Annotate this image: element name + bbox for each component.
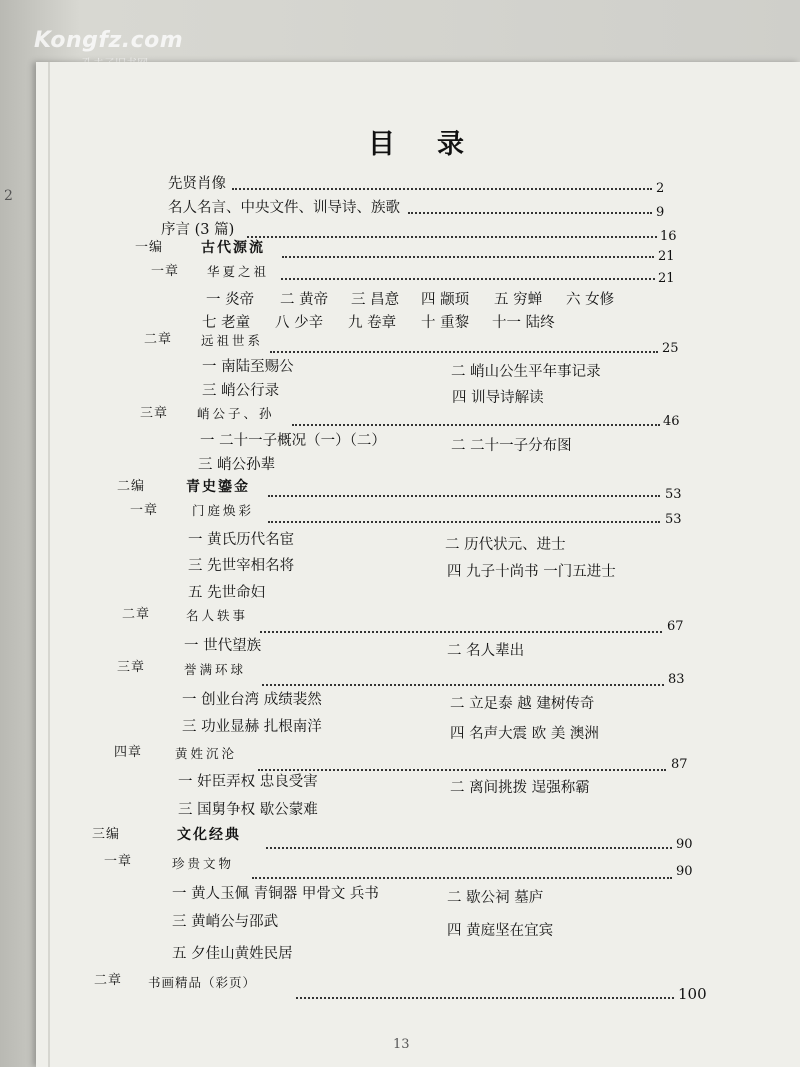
- section-item: 五 先世命妇: [188, 585, 266, 601]
- page-ref: 100: [678, 985, 707, 1003]
- section-item: 四 九子十尚书 一门五进士: [447, 564, 616, 580]
- section-item: 四 名声大震 欧 美 澳洲: [450, 726, 599, 742]
- section-item: 七 老童: [202, 315, 251, 331]
- section-item: 三 黄峭公与邵武: [172, 914, 279, 930]
- section-item: 三 国舅争权 歇公蒙难: [178, 802, 318, 818]
- section-item: 二 立足泰 越 建树传奇: [450, 696, 595, 712]
- dot-leader: [270, 351, 658, 353]
- page-ref: 83: [668, 672, 685, 687]
- section-item: 四 训导诗解读: [452, 390, 544, 406]
- section-item: 四 黄庭坚在宜宾: [447, 923, 554, 939]
- dot-leader: [266, 847, 672, 849]
- chapter-title: 名人轶事: [186, 608, 249, 623]
- page-ref: 90: [676, 837, 693, 852]
- section-item: 十一 陆终: [492, 315, 555, 331]
- page-ref: 53: [665, 487, 682, 502]
- section-item: 二 峭山公生平年事记录: [451, 364, 601, 380]
- dot-leader: [232, 188, 652, 190]
- part-title: 文化经典: [177, 827, 241, 843]
- section-item: 八 少辛: [275, 315, 324, 331]
- section-item: 二 歇公祠 墓庐: [447, 890, 544, 906]
- page-ref: 87: [671, 757, 688, 772]
- section-item: 二 黄帝: [280, 292, 329, 308]
- dot-leader: [292, 424, 660, 426]
- chapter-title: 黄姓沉沦: [175, 746, 238, 761]
- section-item: 三 先世宰相名将: [188, 558, 295, 574]
- section-item: 三 峭公行录: [202, 383, 280, 399]
- page-edge-line: [48, 62, 50, 1067]
- dot-leader: [268, 521, 660, 523]
- page-ref: 21: [658, 271, 675, 286]
- chapter-title: 珍贵文物: [172, 856, 235, 871]
- dot-leader: [281, 278, 655, 280]
- section-item: 五 夕佳山黄姓民居: [172, 946, 293, 962]
- toc-entry-quotes: 名人名言、中央文件、训导诗、族歌: [168, 200, 400, 216]
- page-ref: 67: [667, 619, 684, 634]
- section-item: 二 历代状元、进士: [445, 537, 566, 553]
- chapter-title: 门庭焕彩: [192, 503, 255, 518]
- part-label: 二编: [117, 479, 146, 494]
- section-item: 三 功业显赫 扎根南洋: [182, 719, 322, 735]
- page-ref: 46: [663, 414, 680, 429]
- section-item: 三 峭公孙辈: [198, 457, 276, 473]
- section-item: 一 创业台湾 成绩裴然: [182, 692, 322, 708]
- section-item: 九 卷章: [348, 315, 397, 331]
- page-ref: 9: [656, 205, 665, 220]
- chapter-title: 书画精品（彩页）: [148, 975, 257, 990]
- section-item: 十 重黎: [421, 315, 470, 331]
- chapter-title: 华夏之祖: [207, 264, 270, 279]
- section-item: 五 穷蝉: [494, 292, 543, 308]
- section-item: 一 黄氏历代名宦: [188, 532, 295, 548]
- section-item: 二 名人辈出: [447, 643, 525, 659]
- chapter-label: 二章: [122, 607, 151, 622]
- section-item: 一 南陆至赐公: [202, 359, 294, 375]
- dot-leader: [262, 684, 664, 686]
- chapter-label: 三章: [117, 660, 146, 675]
- dot-leader: [296, 997, 674, 999]
- chapter-label: 二章: [144, 332, 173, 347]
- section-item: 一 二十一子概况（一）（二）: [200, 433, 386, 449]
- dot-leader: [260, 631, 662, 633]
- watermark-logo: Kongfz.com: [34, 28, 184, 53]
- part-title: 古代源流: [201, 240, 265, 256]
- toc-entry-portraits: 先贤肖像: [168, 176, 226, 192]
- dot-leader: [258, 769, 666, 771]
- dot-leader: [252, 877, 672, 879]
- section-item: 二 二十一子分布图: [451, 438, 572, 454]
- page-ref: 2: [656, 181, 665, 196]
- page-ref: 16: [660, 229, 677, 244]
- section-item: 二 离间挑拨 逞强称霸: [450, 780, 590, 796]
- section-item: 一 世代望族: [184, 638, 262, 654]
- page-number: 13: [393, 1037, 410, 1052]
- page-ref: 90: [676, 864, 693, 879]
- chapter-title: 誉满环球: [184, 662, 247, 677]
- section-item: 一 奸臣弄权 忠良受害: [178, 774, 318, 790]
- chapter-label: 一章: [130, 503, 159, 518]
- part-title: 青史鎏金: [186, 479, 250, 495]
- toc-entry-preface: 序言 (3 篇): [161, 222, 235, 238]
- section-item: 一 黄人玉佩 青铜器 甲骨文 兵书: [172, 886, 379, 902]
- chapter-label: 一章: [104, 854, 133, 869]
- chapter-title: 远祖世系: [201, 333, 264, 348]
- part-label: 一编: [135, 240, 164, 255]
- section-item: 四 颛顼: [421, 292, 470, 308]
- dot-leader: [268, 495, 660, 497]
- dot-leader: [408, 212, 652, 214]
- section-item: 六 女修: [566, 292, 615, 308]
- chapter-label: 一章: [151, 264, 180, 279]
- page-ref: 53: [665, 512, 682, 527]
- page-ref: 25: [662, 341, 679, 356]
- dot-leader: [282, 256, 654, 258]
- chapter-title: 峭公子、孙: [197, 406, 275, 421]
- margin-mark: 2: [4, 188, 13, 204]
- chapter-label: 四章: [114, 745, 143, 760]
- section-item: 三 昌意: [351, 292, 400, 308]
- part-label: 三编: [92, 827, 121, 842]
- chapter-label: 三章: [140, 406, 169, 421]
- chapter-label: 二章: [94, 973, 123, 988]
- page-ref: 21: [658, 249, 675, 264]
- page-title: 目录: [368, 129, 506, 160]
- section-item: 一 炎帝: [206, 292, 255, 308]
- dot-leader: [247, 236, 657, 238]
